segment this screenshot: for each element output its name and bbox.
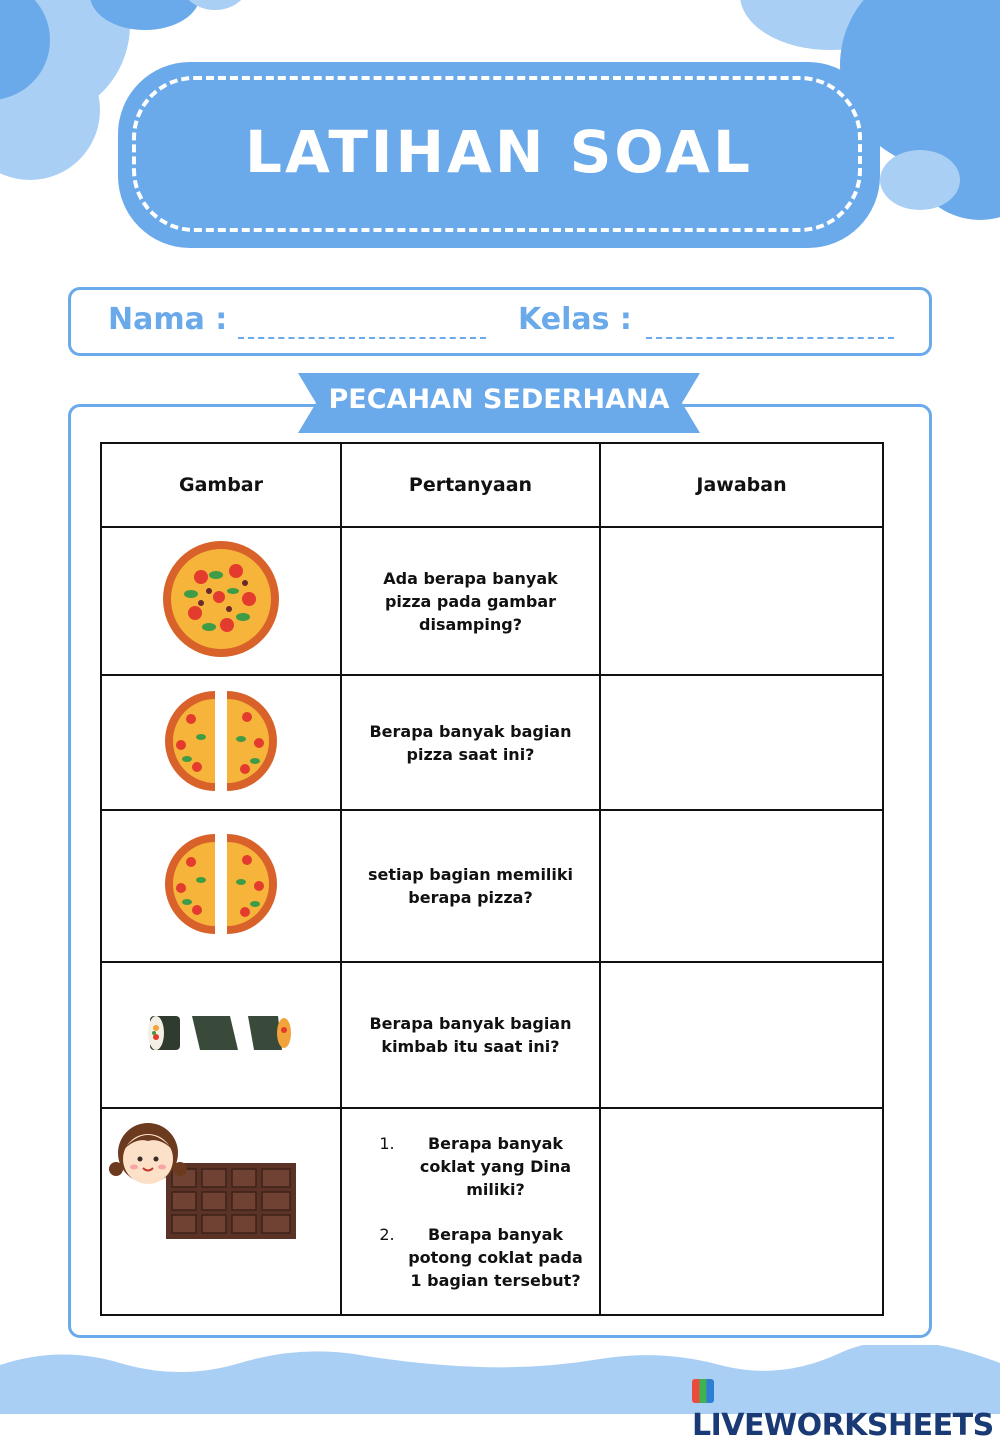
answer-cell[interactable]	[600, 1108, 883, 1315]
table-row	[101, 527, 883, 675]
name-input-line[interactable]	[238, 337, 486, 339]
table-row	[101, 962, 883, 1108]
header-pertanyaan: Pertanyaan	[341, 443, 600, 527]
answer-cell[interactable]	[600, 527, 883, 675]
liveworksheets-logo-icon	[692, 1379, 714, 1403]
answer-cell[interactable]	[600, 675, 883, 810]
table-row	[101, 1108, 883, 1315]
question-text: Berapa banyak potong coklat pada 1 bagian tersebut?	[408, 1224, 583, 1290]
question-number: 1.	[379, 1133, 395, 1153]
question-cell	[341, 1108, 600, 1315]
table-row	[101, 810, 883, 962]
pizza-halves-icon	[159, 832, 283, 936]
image-cell	[101, 675, 341, 810]
footer-brand[interactable]	[692, 1373, 1000, 1443]
header-gambar: Gambar	[101, 443, 341, 527]
question-item	[372, 1223, 589, 1292]
class-label: Kelas :	[518, 302, 632, 337]
question-cell: Berapa banyak bagian kimbab itu saat ini?	[341, 962, 600, 1108]
question-text: Berapa banyak coklat yang Dina miliki?	[419, 1133, 572, 1199]
image-cell	[101, 962, 341, 1108]
answer-cell[interactable]	[600, 810, 883, 962]
section-title: PECAHAN SEDERHANA	[328, 384, 670, 415]
girl-with-chocolate-icon	[108, 1115, 308, 1245]
whole-pizza-icon	[161, 539, 281, 659]
page-title: LATIHAN SOAL	[244, 118, 753, 186]
image-cell	[101, 1108, 341, 1315]
question-table	[100, 442, 884, 1316]
question-cell: Ada berapa banyak pizza pada gambar disamping?	[341, 527, 600, 675]
header-jawaban: Jawaban	[600, 443, 883, 527]
footer-brand-text: LIVEWORKSHEETS	[692, 1408, 994, 1443]
answer-cell[interactable]	[600, 962, 883, 1108]
image-cell	[101, 810, 341, 962]
table-row	[101, 675, 883, 810]
image-cell	[101, 527, 341, 675]
kimbab-roll-icon	[146, 1008, 296, 1058]
question-cell: setiap bagian memiliki berapa pizza?	[341, 810, 600, 962]
name-label: Nama :	[108, 302, 228, 337]
table-header-row	[101, 443, 883, 527]
pizza-halves-icon	[159, 689, 283, 793]
question-cell: Berapa banyak bagian pizza saat ini?	[341, 675, 600, 810]
question-number: 2.	[379, 1224, 395, 1244]
question-item	[372, 1132, 589, 1201]
class-input-line[interactable]	[646, 337, 894, 339]
